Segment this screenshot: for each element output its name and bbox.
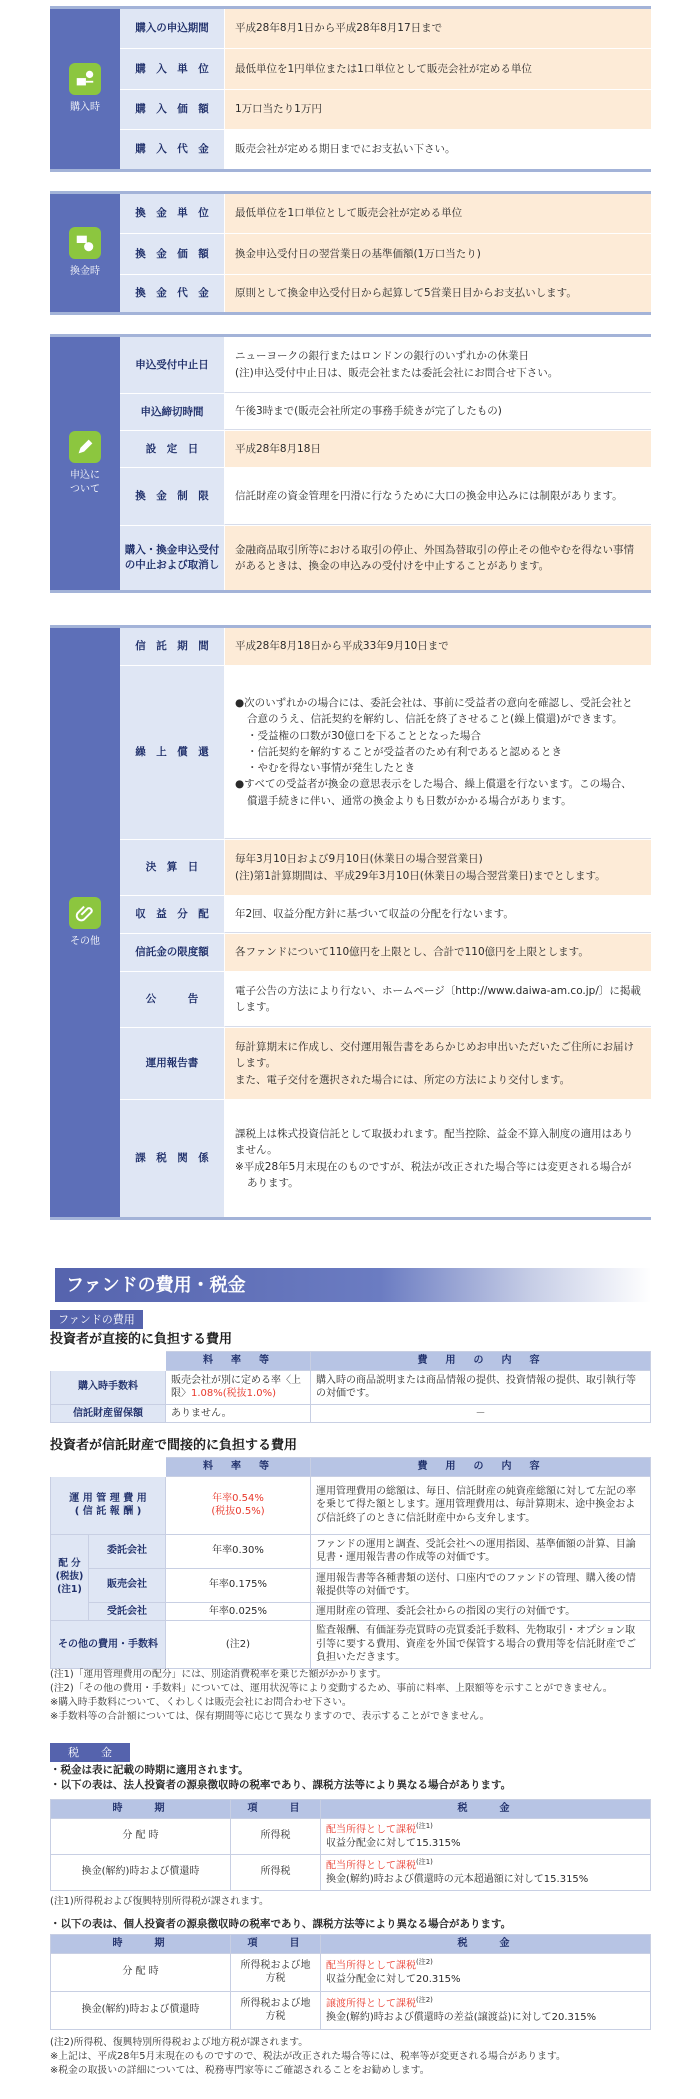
indirect-cost-title: 投資者が信託財産で間接的に負担する費用 bbox=[50, 1438, 298, 1453]
row-label: 購入・換金申込受付の中止および取消し bbox=[120, 526, 224, 590]
purchase-label: 購入時 bbox=[70, 102, 100, 114]
row-value-line: ●次のいずれかの場合には、委託会社は、事前に受益者の意向を確認し、受託会社と合意のうえ、信託契約を解約し、信託を終了させること(繰上償還)ができます。 bbox=[235, 697, 633, 726]
row-value: 換金申込受付日の翌営業日の基準価額(1万口当たり) bbox=[224, 234, 651, 274]
note-line: (注2)所得税、復興特別所得税および地方税が課されます。 bbox=[50, 2037, 309, 2048]
tax-tag: 税 金 bbox=[50, 1743, 130, 1762]
other-label: その他 bbox=[70, 935, 100, 947]
time-cell: 分 配 時 bbox=[51, 1818, 231, 1854]
application-section bbox=[50, 334, 651, 593]
col-item: 項 目 bbox=[231, 1935, 321, 1954]
tax-bullet-2: ・以下の表は、個人投資者の源泉徴収時の税率であり、課税方法等により異なる場合があります。 bbox=[50, 1918, 512, 1930]
tax-notes-2 bbox=[50, 2036, 651, 2078]
tax-sup: (注1) bbox=[416, 1857, 433, 1866]
rate-cell: 年率0.175% bbox=[166, 1568, 311, 1602]
mgmt-label-1: 運 用 管 理 費 用 bbox=[69, 1492, 147, 1504]
purchase-sidebar bbox=[50, 9, 120, 169]
tax-red: 譲渡所得として課税 bbox=[326, 1998, 416, 2010]
item-cell: 所得税および地方税 bbox=[231, 1953, 321, 1991]
other-sidebar bbox=[50, 628, 120, 1217]
row-value: 販売会社が定める期日までにお支払い下さい。 bbox=[224, 130, 651, 169]
bullet-line: ・税金は表に記載の時期に適用されます。 bbox=[50, 1764, 249, 1776]
note-line: ※購入時手数料について、くわしくは販売会社にお問合わせ下さい。 bbox=[50, 1696, 352, 1708]
tax-sup: (注2) bbox=[416, 1995, 433, 2004]
row-value: 原則として換金申込受付日から起算して5営業日目からお支払いします。 bbox=[224, 275, 651, 312]
content-cell: 監査報酬、有価証券売買時の売買委託手数料、先物取引・オプション取引等に要する費用、資産を外国で保管する場合の費用等を信託財産でご負担いただきます。 bbox=[311, 1621, 651, 1669]
row-label: 公 告 bbox=[120, 972, 224, 1027]
row-value-line: 金融商品取引所等における取引の停止、外国為替取引の停止その他やむを得ない事情があるときは、換金の申込みの受付けを中止することがあります。 bbox=[235, 543, 634, 572]
fees-banner: ファンドの費用・税金 bbox=[50, 1268, 651, 1302]
tax-detail: 収益分配金に対して15.315% bbox=[326, 1837, 461, 1849]
row-label: 換 金 制 限 bbox=[120, 468, 224, 525]
purchase-section bbox=[50, 6, 651, 172]
application-label-1: 申込に bbox=[70, 470, 100, 481]
row-label: 換 金 単 位 bbox=[120, 194, 224, 233]
row-value-line: 平成28年8月18日 bbox=[235, 442, 321, 455]
purchase-icon bbox=[69, 63, 101, 95]
row-value-line: 平成28年8月18日から平成33年9月10日まで bbox=[235, 640, 449, 653]
table-row-label: 販売会社 bbox=[89, 1568, 166, 1602]
redemption-icon bbox=[69, 227, 101, 259]
time-cell: 換金(解約)時および償還時 bbox=[51, 1991, 231, 2029]
row-value-line: また、電子交付を選択された場合には、所定の方法により交付します。 bbox=[235, 1073, 571, 1086]
tax-sup: (注2) bbox=[416, 1957, 433, 1966]
row-label: 運用報告書 bbox=[120, 1028, 224, 1099]
row-label: 購 入 価 額 bbox=[120, 90, 224, 129]
row-value-line: ・信託契約を解約することが受益者のため有利であると認めるとき bbox=[247, 745, 562, 758]
col-tax: 税 金 bbox=[321, 1935, 651, 1954]
row-value-line: 毎計算期末に作成し、交付運用報告書をあらかじめお申出いただいたご住所にお届けします。 bbox=[235, 1041, 634, 1070]
redemption-sidebar bbox=[50, 194, 120, 312]
row-value-line: 毎年3月10日および9月10日(休業日の場合翌営業日) bbox=[235, 853, 483, 866]
tax-cell bbox=[321, 1854, 651, 1890]
item-cell: 所得税および地方税 bbox=[231, 1991, 321, 2029]
row-value-line: 年2回、収益分配方針に基づいて収益の分配を行ないます。 bbox=[235, 907, 514, 920]
rate-cell: 年率0.025% bbox=[166, 1602, 311, 1621]
tax-detail: 換金(解約)時および償還時の差益(譲渡益)に対して20.315% bbox=[326, 2011, 597, 2023]
col-rate: 料 率 等 bbox=[166, 1458, 311, 1477]
note-line: (注1)「運用管理費用の配分」には、別途消費税率を乗じた額がかかります。 bbox=[50, 1669, 387, 1680]
rate-cell: ありません。 bbox=[166, 1404, 311, 1423]
mgmt-rate-2: (税抜0.5%) bbox=[211, 1506, 265, 1517]
row-value-line: 午後3時まで(販売会社所定の事務手続きが完了したもの) bbox=[235, 405, 502, 418]
corp-tax-table bbox=[50, 1799, 651, 1891]
row-value-line: (注)申込受付中止日は、販売会社または委託会社にお問合せ下さい。 bbox=[235, 366, 559, 379]
col-time: 時 期 bbox=[51, 1935, 231, 1954]
tax-note-1: (注1)所得税および復興特別所得税が課されます。 bbox=[50, 1896, 269, 1907]
row-value: 1万口当たり1万円 bbox=[224, 90, 651, 129]
mgmt-label-2: ( 信 託 報 酬 ) bbox=[74, 1506, 142, 1517]
row-label: 換 金 価 額 bbox=[120, 234, 224, 274]
content-cell: 運用管理費用の総額は、毎日、信託財産の純資産総額に対して左記の率を乗じて得た額とします。運用管理費用は、毎計算期末、途中換金および信託終了のときに信託財産中から支弁します。 bbox=[311, 1476, 651, 1534]
col-tax: 税 金 bbox=[321, 1800, 651, 1819]
table-row-label: 購入時手数料 bbox=[51, 1370, 166, 1404]
row-value-line: 各ファンドについて110億円を上限とし、合計で110億円を上限とします。 bbox=[235, 946, 589, 959]
mgmt-fee-label bbox=[51, 1476, 166, 1534]
col-rate: 料 率 等 bbox=[166, 1352, 311, 1371]
col-content: 費 用 の 内 容 bbox=[311, 1352, 651, 1371]
alloc-label: 配 分 (税抜) (注1) bbox=[51, 1534, 89, 1621]
redemption-label: 換金時 bbox=[70, 266, 100, 278]
content-cell: － bbox=[311, 1404, 651, 1423]
note-line: ※手数料等の合計額については、保有期間等に応じて異なりますので、表示することができません。 bbox=[50, 1710, 490, 1722]
tax-red: 配当所得として課税 bbox=[326, 1824, 416, 1836]
row-label: 設 定 日 bbox=[120, 431, 224, 467]
rate-text: 販売会社が別に定める率〈上限〉 bbox=[171, 1374, 301, 1399]
row-value-line: ・やむを得ない事情が発生したとき bbox=[247, 762, 415, 775]
mgmt-rate-1: 年率0.54% bbox=[212, 1492, 264, 1504]
row-label: 繰 上 償 還 bbox=[120, 666, 224, 839]
fee-notes bbox=[50, 1668, 651, 1724]
row-value-line: 信託財産の資金管理を円滑に行なうために大口の換金申込みには制限があります。 bbox=[235, 489, 623, 502]
row-value-line: ニューヨークの銀行またはロンドンの銀行のいずれかの休業日 bbox=[235, 350, 529, 363]
tax-red: 配当所得として課税 bbox=[326, 1960, 416, 1972]
row-label: 購 入 単 位 bbox=[120, 49, 224, 88]
time-cell: 換金(解約)時および償還時 bbox=[51, 1854, 231, 1890]
other-section bbox=[50, 625, 651, 1220]
note-line: ※税金の取扱いの詳細については、税務専門家等にご確認されることをお勧めします。 bbox=[50, 2064, 430, 2076]
content-cell: 運用報告書等各種書類の送付、口座内でのファンドの管理、購入後の情報提供等の対価です。 bbox=[311, 1568, 651, 1602]
row-label: 決 算 日 bbox=[120, 840, 224, 895]
row-label: 課 税 関 係 bbox=[120, 1100, 224, 1217]
rate-red: 1.08%(税抜1.0%) bbox=[191, 1388, 276, 1399]
note-line: ※上記は、平成28年5月末現在のものですので、税法が改正された場合等には、税率等が変更される場合があります。 bbox=[50, 2050, 566, 2062]
table-row-label: 信託財産留保額 bbox=[51, 1404, 166, 1423]
paperclip-icon bbox=[69, 897, 101, 929]
mgmt-rate bbox=[166, 1476, 311, 1534]
item-cell: 所得税 bbox=[231, 1818, 321, 1854]
row-label: 信託金の限度額 bbox=[120, 934, 224, 971]
tax-red: 配当所得として課税 bbox=[326, 1860, 416, 1872]
pen-icon bbox=[69, 431, 101, 463]
content-cell: ファンドの運用と調査、受託会社への運用指図、基準価額の計算、目論見書・運用報告書の作成等の対価です。 bbox=[311, 1534, 651, 1568]
row-label: 購 入 代 金 bbox=[120, 130, 224, 169]
tax-detail: 収益分配金に対して20.315% bbox=[326, 1973, 461, 1985]
tax-cell bbox=[321, 1953, 651, 1991]
table-row-label: その他の費用・手数料 bbox=[51, 1621, 166, 1669]
note-line: (注2)「その他の費用・手数料」については、運用状況等により変動するため、事前に料率、上限額等を示すことができません。 bbox=[50, 1682, 613, 1694]
application-sidebar bbox=[50, 337, 120, 590]
tax-cell bbox=[321, 1991, 651, 2029]
direct-cost-table bbox=[50, 1351, 651, 1423]
table-row-label: 委託会社 bbox=[89, 1534, 166, 1568]
row-label: 申込受付中止日 bbox=[120, 337, 224, 393]
row-value-line: ※平成28年5月末現在のものですが、税法が改正された場合等には変更される場合があります。 bbox=[235, 1160, 632, 1189]
rate-cell: 年率0.30% bbox=[166, 1534, 311, 1568]
row-value-line: 電子公告の方法により行ない、ホームページ〔http://www.daiwa-am.co.jp/〕に掲載します。 bbox=[235, 984, 641, 1013]
col-content: 費 用 の 内 容 bbox=[311, 1458, 651, 1477]
row-value-line: 課税上は株式投資信託として取扱われます。配当控除、益金不算入制度の適用はありません。 bbox=[235, 1127, 634, 1157]
row-label: 換 金 代 金 bbox=[120, 275, 224, 312]
rate-cell: (注2) bbox=[166, 1621, 311, 1669]
tax-sup: (注1) bbox=[416, 1821, 433, 1830]
rate-cell bbox=[166, 1370, 311, 1404]
row-label: 信 託 期 間 bbox=[120, 628, 224, 665]
item-cell: 所得税 bbox=[231, 1854, 321, 1890]
col-time: 時 期 bbox=[51, 1800, 231, 1819]
indiv-tax-table bbox=[50, 1934, 651, 2030]
row-value-line: ・受益権の口数が30億口を下ることとなった場合 bbox=[247, 729, 481, 742]
tax-detail: 換金(解約)時および償還時の元本超過額に対して15.315% bbox=[326, 1873, 589, 1885]
row-value: 最低単位を1口単位として販売会社が定める単位 bbox=[224, 194, 651, 233]
bullet-line: ・以下の表は、法人投資者の源泉徴収時の税率であり、課税方法等により異なる場合があります。 bbox=[50, 1779, 512, 1792]
time-cell: 分 配 時 bbox=[51, 1953, 231, 1991]
tax-bullets bbox=[50, 1763, 511, 1793]
content-cell: 購入時の商品説明または商品情報の提供、投資情報の提供、取引執行等の対価です。 bbox=[311, 1370, 651, 1404]
redemption-section bbox=[50, 191, 651, 315]
fees-tag: ファンドの費用 bbox=[50, 1310, 143, 1329]
row-value: 平成28年8月1日から平成28年8月17日まで bbox=[224, 9, 651, 48]
direct-cost-title: 投資者が直接的に負担する費用 bbox=[50, 1332, 233, 1347]
content-cell: 運用財産の管理、委託会社からの指図の実行の対価です。 bbox=[311, 1602, 651, 1621]
row-label: 収 益 分 配 bbox=[120, 896, 224, 933]
row-label: 申込締切時間 bbox=[120, 394, 224, 430]
table-row-label: 受託会社 bbox=[89, 1602, 166, 1621]
row-value: 最低単位を1円単位または1口単位として販売会社が定める単位 bbox=[224, 49, 651, 88]
tax-cell bbox=[321, 1818, 651, 1854]
row-value-line: (注)第1計算期間は、平成29年3月10日(休業日の場合翌営業日)までとします。 bbox=[235, 869, 606, 882]
application-label-2: ついて bbox=[70, 483, 100, 495]
row-value-line: ●すべての受益者が換金の意思表示をした場合、繰上償還を行ないます。この場合、償還手続きに伴い、通常の換金よりも日数がかかる場合があります。 bbox=[235, 778, 632, 807]
row-label: 購入の申込期間 bbox=[120, 9, 224, 48]
indirect-cost-table bbox=[50, 1457, 651, 1669]
col-item: 項 目 bbox=[231, 1800, 321, 1819]
